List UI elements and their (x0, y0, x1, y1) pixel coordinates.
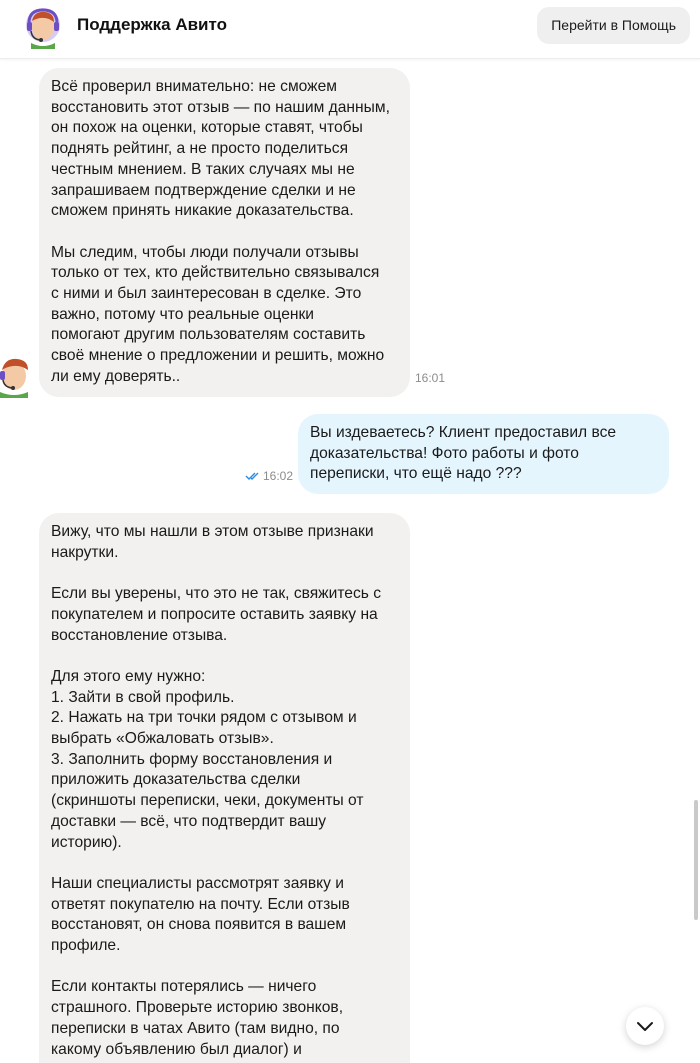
chat-messages[interactable] (0, 58, 700, 1063)
scrollbar-thumb[interactable] (694, 800, 698, 920)
message-time: 16:01 (415, 371, 446, 385)
incoming-message (39, 513, 410, 1063)
message-paragraph: Всё проверил внимательно: не сможем восстановить этот отзыв — по нашим данным, он похож на оценки, которые ставят, чтобы поднять рейтинг, а не просто поделиться честным мнением. В таких случаях мы не запрашиваем подтверждение сделки и не сможем принять никакие доказательства. (51, 78, 390, 220)
message-paragraph: Если вы уверены, что это не так, свяжитесь с покупателем и попросите оставить заявку на восстановление отзыва. (51, 585, 382, 644)
read-double-check-icon (245, 471, 260, 481)
chevron-down-icon (636, 1020, 654, 1032)
go-to-help-button[interactable]: Перейти в Помощь (537, 7, 690, 44)
scroll-down-button[interactable] (626, 1007, 664, 1045)
message-paragraph: Если контакты потерялись — ничего страшного. Проверьте историю звонков, переписки в чатах Авито (там видно, по какому объявлению был диалог) и (51, 978, 344, 1058)
support-agent-icon (22, 5, 66, 49)
message-paragraph: Вы издеваетесь? Клиент предоставил все доказательства! Фото работы и фото переписки, что ещё надо ??? (310, 424, 617, 483)
message-paragraph: Мы следим, чтобы люди получали отзывы только от тех, кто действительно связывался с ними и был заинтересован в сделке. Это важно, потому что реальные оценки помогают другим пользователям составить своё мнение о предложении и решить, можно ли ему доверять.. (51, 243, 385, 385)
incoming-message (39, 68, 410, 397)
chat-header (0, 0, 700, 59)
message-paragraph: Наши специалисты рассмотрят заявку и ответят покупателю на почту. Если отзыв восстановят, он снова появится в вашем профиле. (51, 874, 350, 955)
message-time: 16:02 (263, 469, 294, 483)
message-paragraph: Для этого ему нужно: 1. Зайти в свой профиль. 2. Нажать на три точки рядом с отзывом и выбрать «Обжаловать отзыв». 3. Заполнить форму восстановления и приложить доказательства сделки (скриншоты переписки, чеки, документы от доставки — всё, что подтвердит вашу историю). (51, 667, 364, 851)
message-paragraph: Вижу, что мы нашли в этом отзыве признаки накрутки. (51, 523, 374, 561)
chat-title: Поддержка Авито (77, 15, 227, 34)
support-avatar-icon (0, 354, 36, 398)
outgoing-message (298, 414, 669, 494)
